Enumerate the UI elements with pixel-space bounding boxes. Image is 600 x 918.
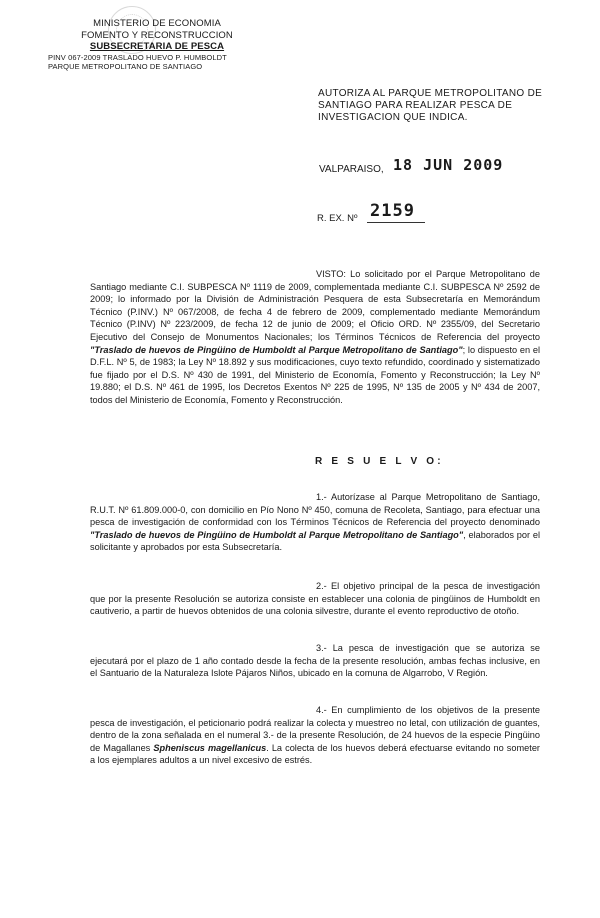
article-1-project-title: "Traslado de huevos de Pingüino de Humboldt al Parque Metropolitano de Santiago" — [90, 529, 464, 540]
article-4-text: 4.- En cumplimiento de los objetivos de la presente pesca de investigación, el peticionario podrá realizar la colecta y muestreo no letal, con utilización de guantes, dentro de la zona señalada en el numeral 3.- de la presente Resolución, de 24 huevos de la especie Pingüino de Magallanes — [90, 705, 540, 753]
article-4-text-2: . La colecta de los huevos deberá efectuarse evitando no someter a los ejemplares adultos a un nivel excesivo de estrés. — [90, 742, 540, 766]
article-4 — [90, 704, 540, 767]
resolution-number-underline — [367, 222, 425, 223]
visto-text-2: ; lo dispuesto en el D.F.L. Nº 5, de 1983; la Ley Nº 18.892 y sus modificaciones, cuyo texto refundido, coordinado y sistematizado fue fijado por el D.S. Nº 430 de 1991, del Ministerio de Economía, Fomento y Reconstrucción; la Ley Nº 19.880; el D.S. Nº 461 de 1995, los Decretos Exentos Nº 225 de 1995, Nº 135 de 2005 y Nº 434 de 2007, todos del Ministerio de Economía, Fomento y Reconstrucción. — [90, 344, 540, 405]
article-1-text-2: , elaborados por el solicitante y aprobados por esta Subsecretaría. — [90, 529, 540, 553]
resolution-subject: AUTORIZA AL PARQUE METROPOLITANO DE SANTIAGO PARA REALIZAR PESCA DE INVESTIGACION QUE INDICA. — [318, 88, 543, 123]
resuelvo-heading: R E S U E L V O: — [315, 456, 444, 467]
ministry-line: MINISTERIO DE ECONOMIA — [93, 18, 221, 29]
ministry-line-2: FOMENTO Y RECONSTRUCCION — [81, 29, 233, 41]
undersecretariat-line: SUBSECRETARIA DE PESCA — [89, 41, 225, 52]
article-2 — [90, 580, 540, 618]
article-1 — [90, 491, 540, 554]
file-reference-line: PINV 067-2009 TRASLADO HUEVO P. HUMBOLDT — [48, 52, 227, 62]
article-3-text: 3.- La pesca de investigación que se autoriza se ejecutará por el plazo de 1 año contado desde la fecha de la presente resolución, ambas fechas inclusive, en el Santuario de la Naturaleza Islote Pájaros Niños, ubicado en la comuna de Algarrobo, V Región. — [90, 643, 540, 679]
date-stamp: 18 JUN 2009 — [393, 156, 504, 174]
project-title: "Traslado de huevos de Pingüino de Humboldt al Parque Metropolitano de Santiago" — [90, 344, 463, 355]
article-1-text: 1.- Autorízase al Parque Metropolitano de Santiago, R.U.T. Nº 61.809.000-0, con domicilio en Pío Nono Nº 450, comuna de Recoleta, Santiago, para efectuar una pesca de investigación de conformidad con los Términos Técnicos de Referencia del proyecto denominado — [90, 492, 540, 528]
article-2-text: 2.- El objetivo principal de la pesca de investigación que por la presente Resolución se autoriza consiste en establecer una colonia de pingüinos de Humboldt en cautiverio, a partir de huevos obtenidos de una colonia silvestre, durante el evento reproductivo de otoño. — [90, 581, 540, 617]
species-name: Spheniscus magellanicus — [153, 742, 267, 753]
resolution-number: 2159 — [370, 201, 415, 221]
letterhead — [48, 18, 252, 71]
place-label: VALPARAISO, — [319, 164, 384, 175]
file-reference-line-2: PARQUE METROPOLITANO DE SANTIAGO — [48, 61, 203, 71]
visto-text: VISTO: Lo solicitado por el Parque Metropolitano de Santiago mediante C.I. SUBPESCA Nº 1119 de 2009, complementada mediante C.I. SUBPESCA Nº 2592 de 2009; lo informado por la División de Administración Pesquera de esta Subsecretaría en Memorándum Técnico (P.INV.) Nº 067/2008, de fecha 4 de febrero de 2009, complementado mediante Memorándum Técnico (P.INV) Nº 223/2009, de fecha 12 de junio de 2009; el Oficio ORD. Nº 2355/09, del Secretario Ejecutivo del Consejo de Monumentos Nacionales; los Términos Técnicos de Referencia del proyecto — [90, 269, 540, 342]
resolution-label: R. EX. Nº — [317, 213, 358, 224]
article-3 — [90, 642, 540, 680]
visto-paragraph — [90, 268, 540, 407]
